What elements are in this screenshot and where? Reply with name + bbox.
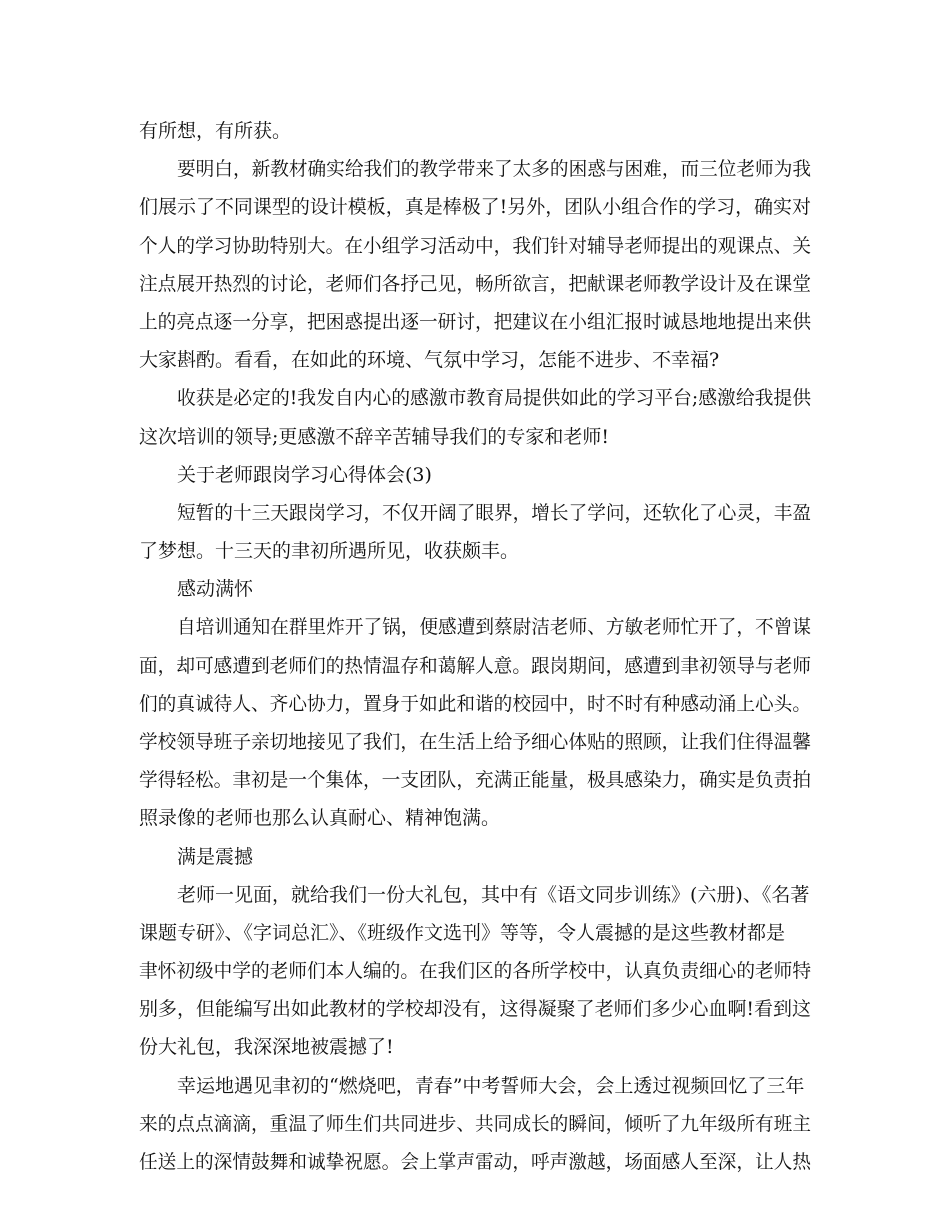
- text-line: 课题专研》、《字词总汇》、《班级作文选刊》等等，令人震撼的是这些教材都是: [139, 922, 786, 944]
- text-line: 大家斟酌。看看，在如此的环境、气氛中学习，怎能不进步、不幸福?: [139, 349, 720, 371]
- text-line: 注点展开热烈的讨论，老师们各抒己见，畅所欲言，把献课老师教学设计及在课堂: [139, 273, 811, 295]
- text-line: 老师一见面，就给我们一份大礼包，其中有《语文同步训练》(六册)、《名著: [177, 884, 810, 906]
- text-line: 别多，但能编写出如此教材的学校却没有，这得凝聚了老师们多少心血啊!看到这: [139, 998, 811, 1020]
- text-line: 任送上的深情鼓舞和诚挚祝愿。会上掌声雷动，呼声激越，场面感人至深，让人热: [139, 1151, 811, 1173]
- text-line: 收获是必定的!我发自内心的感激市教育局提供如此的学习平台;感激给我提供: [177, 387, 811, 409]
- text-line: 了梦想。十三天的聿初所遇所见，收获颇丰。: [139, 540, 520, 562]
- text-line: 个人的学习协助特别大。在小组学习活动中，我们针对辅导老师提出的观课点、关: [139, 235, 811, 257]
- subsection-heading: 满是震撼: [177, 846, 254, 868]
- text-line: 短暂的十三天跟岗学习，不仅开阔了眼界，增长了学问，还软化了心灵，丰盈: [177, 502, 811, 524]
- text-line: 面，却可感遭到老师们的热情温存和蔼解人意。跟岗期间，感遭到聿初领导与老师: [139, 655, 811, 677]
- text-line: 学得轻松。聿初是一个集体，一支团队，充满正能量，极具感染力，确实是负责拍: [139, 769, 811, 791]
- text-line: 自培训通知在群里炸开了锅，便感遭到蔡尉洁老师、方敏老师忙开了，不曾谋: [177, 616, 811, 638]
- text-line: 份大礼包，我深深地被震撼了!: [139, 1036, 394, 1058]
- text-line: 幸运地遇见聿初的“燃烧吧，青春”中考誓师大会，会上透过视频回忆了三年: [177, 1075, 805, 1097]
- section-heading: 关于老师跟岗学习心得体会(3): [177, 464, 432, 486]
- text-line: 照录像的老师也那么认真耐心、精神饱满。: [139, 807, 501, 829]
- text-line: 要明白，新教材确实给我们的教学带来了太多的困惑与困难，而三位老师为我: [177, 158, 811, 180]
- text-line: 这次培训的领导;更感激不辞辛苦辅导我们的专家和老师!: [139, 426, 610, 448]
- text-line: 上的亮点逐一分享，把困惑提出逐一研讨，把建议在小组汇报时诚恳地地提出来供: [139, 311, 811, 333]
- text-line: 们的真诚待人、齐心协力，置身于如此和谐的校园中，时不时有种感动涌上心头。: [139, 693, 811, 715]
- text-line: 聿怀初级中学的老师们本人编的。在我们区的各所学校中，认真负责细心的老师特: [139, 960, 811, 982]
- text-line: 们展示了不同课型的设计模板，真是棒极了!另外，团队小组合作的学习，确实对: [139, 196, 811, 218]
- text-line: 来的点点滴滴，重温了师生们共同进步、共同成长的瞬间，倾听了九年级所有班主: [139, 1113, 811, 1135]
- text-line: 有所想，有所获。: [139, 120, 292, 142]
- text-line: 学校领导班子亲切地接见了我们，在生活上给予细心体贴的照顾，让我们住得温馨: [139, 731, 811, 753]
- subsection-heading: 感动满怀: [177, 578, 254, 600]
